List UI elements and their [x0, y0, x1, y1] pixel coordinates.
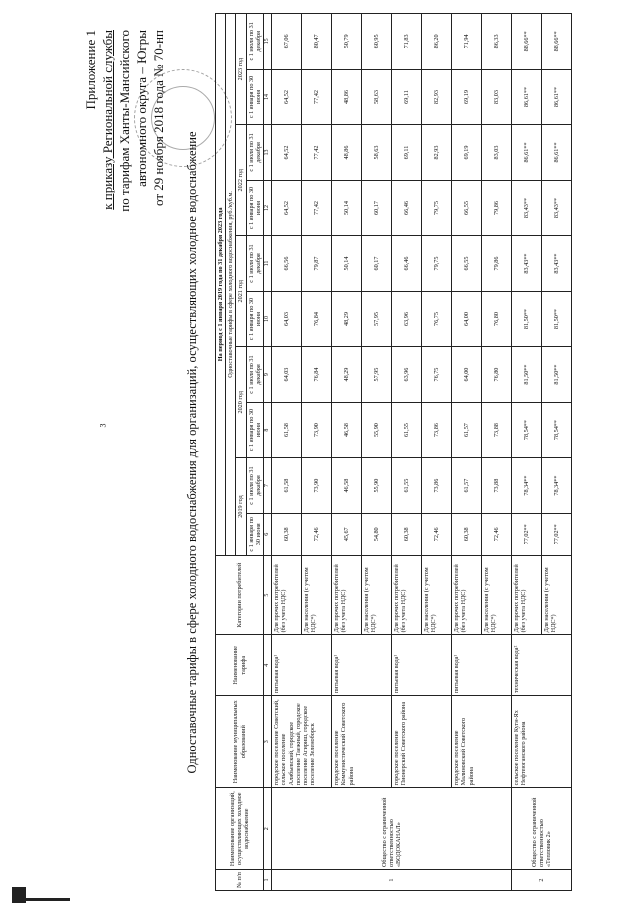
cell-value: 82,93 [422, 125, 452, 181]
cell-value: 69,11 [392, 125, 422, 181]
cell-value: 78,34** [542, 458, 572, 514]
page-corner-line [12, 898, 70, 901]
cell-value: 78,54** [512, 402, 542, 458]
cell-value: 76,75 [422, 347, 452, 403]
cell-consumer: Для прочих потребителей (без учета НДС) [392, 555, 422, 635]
cell-no: 2 [512, 870, 572, 891]
column-index: 5 [264, 555, 272, 635]
table-row [392, 14, 422, 891]
cell-org: Общество с ограниченной ответственностью «Тепловик 2» [512, 788, 572, 870]
cell-value: 46,58 [332, 458, 362, 514]
column-index: 13 [264, 125, 272, 181]
approval-line-3: по тарифам Ханты-Мансийского [117, 30, 132, 212]
seal-stamp-inner [151, 86, 215, 150]
header-year: 2019 год [236, 458, 246, 555]
cell-value: 83,43** [512, 236, 542, 292]
header-half-1: с 1 января по 30 июня [246, 69, 263, 125]
cell-value: 71,83 [392, 14, 422, 70]
cell-value: 63,96 [392, 347, 422, 403]
cell-value: 81,50** [512, 291, 542, 347]
cell-value: 73,88 [482, 402, 512, 458]
cell-value: 66,55 [452, 236, 482, 292]
cell-value: 86,61** [542, 125, 572, 181]
cell-value: 60,38 [452, 513, 482, 555]
cell-value: 73,88 [482, 458, 512, 514]
cell-value: 76,84 [302, 291, 332, 347]
table-row [512, 14, 542, 891]
cell-value: 83,03 [482, 125, 512, 181]
approval-line-5: от 29 ноября 2018 года № 70-нп [151, 30, 166, 206]
header-year: 2021 год [236, 236, 246, 347]
column-index: 8 [264, 402, 272, 458]
header-year: 2022 год [236, 125, 246, 236]
cell-value: 69,11 [392, 69, 422, 125]
column-index: 14 [264, 69, 272, 125]
cell-value: 79,87 [302, 236, 332, 292]
cell-value: 80,47 [302, 14, 332, 70]
cell-value: 88,66** [542, 14, 572, 70]
header-year: 2020 год [236, 347, 246, 458]
column-index: 6 [264, 513, 272, 555]
cell-consumer: Для прочих потребителей (без учета НДС) [272, 555, 302, 635]
cell-value: 79,75 [422, 180, 452, 236]
cell-consumer: Для прочих потребителей (без учета НДС) [332, 555, 362, 635]
header-org: Наименование организаций, осуществляющих холодное водоснабжение [216, 788, 264, 870]
column-index: 3 [264, 696, 272, 788]
cell-mun: городское поселение Советский, сельское поселение Алябьевский, городское поселение Таежный, городское поселение Агириш, городское поселение Зеленоборск [272, 696, 332, 788]
cell-mun: городское поселение Пионерский Советского района [392, 696, 452, 788]
column-index: 2 [264, 788, 272, 870]
cell-value: 82,93 [422, 69, 452, 125]
cell-mun: городское поселение Малиновский Советского района [452, 696, 512, 788]
cell-value: 69,19 [452, 69, 482, 125]
column-index: 7 [264, 458, 272, 514]
cell-value: 66,46 [392, 236, 422, 292]
cell-value: 81,50** [542, 291, 572, 347]
cell-value: 83,43** [512, 180, 542, 236]
cell-value: 60,38 [392, 513, 422, 555]
cell-value: 61,55 [392, 402, 422, 458]
cell-value: 76,80 [482, 347, 512, 403]
cell-value: 73,90 [302, 402, 332, 458]
cell-value: 58,63 [362, 69, 392, 125]
column-index: 1 [264, 870, 272, 891]
cell-value: 71,94 [452, 14, 482, 70]
header-half-2: с 1 июля по 31 декабря [246, 347, 263, 403]
cell-value: 48,29 [332, 347, 362, 403]
cell-value: 61,58 [272, 402, 302, 458]
cell-value: 77,02** [542, 513, 572, 555]
cell-value: 69,19 [452, 125, 482, 181]
cell-consumer: Для населения (с учетом НДС*) [362, 555, 392, 635]
cell-value: 48,86 [332, 69, 362, 125]
cell-org: Общество с ограниченной ответственностью «ВОДОКАНАЛ» [272, 788, 512, 870]
cell-consumer: Для населения (с учетом НДС*) [482, 555, 512, 635]
cell-value: 64,03 [272, 347, 302, 403]
cell-value: 57,95 [362, 347, 392, 403]
cell-value: 77,02** [512, 513, 542, 555]
tariff-table-body [272, 14, 572, 891]
cell-value: 64,00 [452, 347, 482, 403]
cell-value: 72,46 [302, 513, 332, 555]
cell-value: 45,67 [332, 513, 362, 555]
header-tariff-name: Наименование тарифа [216, 635, 264, 696]
cell-value: 78,54** [542, 402, 572, 458]
cell-value: 86,33 [482, 14, 512, 70]
header-half-1: с 1 января по 30 июня [246, 291, 263, 347]
header-tariff-sub: Одноставочные тарифы в сфере холодного водоснабжения, руб./куб.м. [226, 14, 236, 556]
cell-value: 64,52 [272, 125, 302, 181]
cell-value: 64,52 [272, 180, 302, 236]
cell-value: 73,90 [302, 458, 332, 514]
approval-line-1: Приложение 1 [83, 30, 98, 110]
cell-value: 79,75 [422, 236, 452, 292]
cell-value: 60,38 [272, 513, 302, 555]
cell-value: 50,14 [332, 180, 362, 236]
column-index: 9 [264, 347, 272, 403]
header-half-2: с 1 июля по 31 декабря [246, 14, 263, 70]
cell-consumer: Для прочих потребителей (без учета НДС) [452, 555, 482, 635]
cell-value: 76,75 [422, 291, 452, 347]
cell-value: 83,43** [542, 180, 572, 236]
cell-value: 77,42 [302, 180, 332, 236]
cell-tariff: питьевая вода¹ [392, 635, 452, 696]
cell-value: 63,96 [392, 291, 422, 347]
cell-value: 64,52 [272, 69, 302, 125]
header-mun: Наименование муниципальных образований [216, 696, 264, 788]
cell-value: 77,42 [302, 125, 332, 181]
header-consumers: Категории потребителей [216, 555, 264, 635]
cell-value: 79,86 [482, 236, 512, 292]
approval-line-2: к приказу Региональной службы [100, 30, 115, 210]
cell-tariff: питьевая вода¹ [272, 635, 332, 696]
cell-consumer: Для прочих потребителей (без учета НДС) [512, 555, 542, 635]
cell-value: 83,43** [542, 236, 572, 292]
cell-value: 61,57 [452, 458, 482, 514]
table-row [332, 14, 362, 891]
cell-value: 58,63 [362, 125, 392, 181]
column-index-row [264, 14, 272, 891]
cell-value: 67,06 [272, 14, 302, 70]
cell-value: 61,55 [392, 458, 422, 514]
cell-value: 50,79 [332, 14, 362, 70]
cell-value: 66,46 [392, 180, 422, 236]
cell-tariff: питьевая вода¹ [332, 635, 392, 696]
page-number: 3 [98, 423, 108, 428]
header-half-1: с 1 января по 30 июня [246, 402, 263, 458]
column-index: 11 [264, 236, 272, 292]
cell-value: 86,61** [512, 69, 542, 125]
cell-value: 88,66** [512, 14, 542, 70]
cell-value: 57,95 [362, 291, 392, 347]
header-half-2: с 1 июля по 31 декабря [246, 458, 263, 514]
cell-value: 72,46 [482, 513, 512, 555]
header-half-1: с 1 января по 30 июня [246, 180, 263, 236]
cell-value: 66,55 [452, 180, 482, 236]
approval-line-4: автономного округа – Югры [134, 30, 149, 187]
cell-value: 73,86 [422, 458, 452, 514]
column-index: 12 [264, 180, 272, 236]
cell-value: 81,50** [542, 347, 572, 403]
cell-value: 60,17 [362, 180, 392, 236]
cell-value: 61,58 [272, 458, 302, 514]
header-no: № п/п [216, 870, 264, 891]
cell-value: 81,50** [512, 347, 542, 403]
cell-value: 79,86 [482, 180, 512, 236]
document-title: Одноставочные тарифы в сфере холодного водоснабжения для организаций, осуществляющих холодное водоснабжение [185, 131, 199, 774]
cell-value: 86,20 [422, 14, 452, 70]
cell-value: 76,80 [482, 291, 512, 347]
cell-value: 83,03 [482, 69, 512, 125]
cell-value: 76,84 [302, 347, 332, 403]
cell-consumer: Для населения (с учетом НДС*) [302, 555, 332, 635]
cell-value: 64,00 [452, 291, 482, 347]
cell-value: 54,80 [362, 513, 392, 555]
cell-value: 86,61** [542, 69, 572, 125]
cell-value: 73,86 [422, 402, 452, 458]
table-row [452, 14, 482, 891]
cell-value: 72,46 [422, 513, 452, 555]
cell-value: 78,34** [512, 458, 542, 514]
header-year: 2023 год [236, 14, 246, 125]
cell-tariff: техническая вода² [512, 635, 572, 696]
cell-value: 46,58 [332, 402, 362, 458]
cell-mun: сельское поселение Кугн-Ях Нефтеюганского района [512, 696, 572, 788]
cell-tariff: питьевая вода¹ [452, 635, 512, 696]
header-half-2: с 1 июля по 31 декабря [246, 236, 263, 292]
header-period: На период с 1 января 2019 года по 31 декабря 2023 года [216, 14, 226, 556]
cell-consumer: Для населения (с учетом НДС*) [422, 555, 452, 635]
cell-value: 64,03 [272, 291, 302, 347]
column-index: 4 [264, 635, 272, 696]
header-row-1 [216, 14, 226, 891]
cell-value: 60,17 [362, 236, 392, 292]
cell-value: 50,14 [332, 236, 362, 292]
cell-consumer: Для населения (с учетом НДС*) [542, 555, 572, 635]
header-half-2: с 1 июля по 31 декабря [246, 125, 263, 181]
header-half-1: с 1 января по 30 июня [246, 513, 263, 555]
cell-value: 66,56 [272, 236, 302, 292]
cell-value: 48,86 [332, 125, 362, 181]
cell-value: 55,90 [362, 402, 392, 458]
table-row [272, 14, 302, 891]
cell-value: 61,57 [452, 402, 482, 458]
cell-value: 86,61** [512, 125, 542, 181]
cell-value: 48,29 [332, 291, 362, 347]
cell-mun: городское поселение Коммунистический Советского района [332, 696, 392, 788]
column-index: 10 [264, 291, 272, 347]
cell-value: 55,90 [362, 458, 392, 514]
tariff-table [215, 13, 572, 891]
cell-value: 77,42 [302, 69, 332, 125]
cell-no: 1 [272, 870, 512, 891]
cell-value: 60,95 [362, 14, 392, 70]
column-index: 15 [264, 14, 272, 70]
